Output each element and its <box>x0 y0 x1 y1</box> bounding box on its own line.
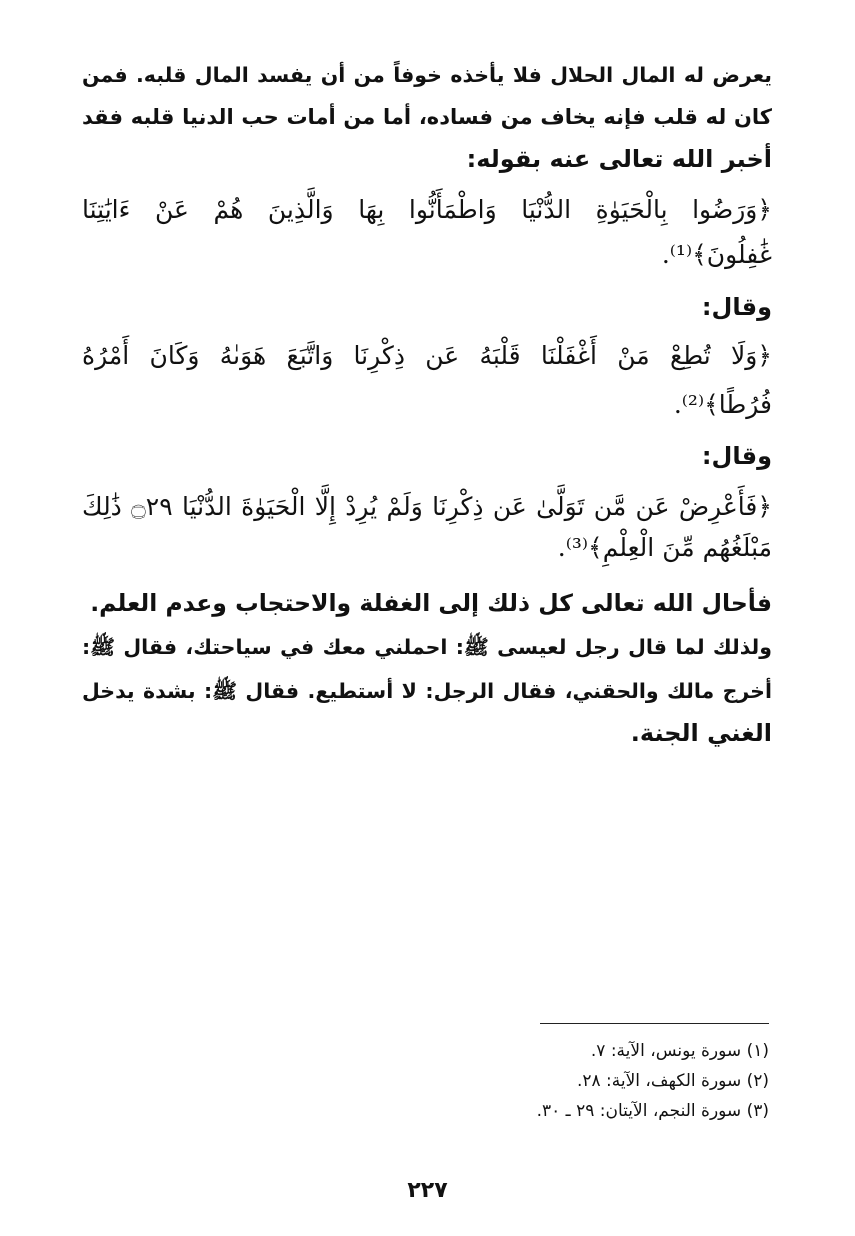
paragraph-line: الغني الجنة. <box>630 719 772 747</box>
paragraph-line: يعرض له المال الحلال فلا يأخذه خوفاً من أن يفسد المال قلبه. فمن <box>82 63 772 87</box>
footnote: (١) سورة يونس، الآية: ٧. <box>590 1041 769 1061</box>
quran-verse-line: ﴿وَلَا تُطِعْ مَنْ أَغْفَلْنَا قَلْبَهُ عَن ذِكْرِنَا وَاتَّبَعَ هَوَىٰهُ وَكَانَ أَمْرُهُ <box>82 341 772 370</box>
quran-verse-line: غَٰفِلُونَ﴾⁽¹⁾. <box>661 240 772 269</box>
paragraph-line: فأحال الله تعالى كل ذلك إلى الغفلة والاحتجاب وعدم العلم. <box>90 589 772 617</box>
said-label: وقال: <box>701 442 772 470</box>
quran-verse-line: مَبْلَغُهُم مِّنَ الْعِلْمِ﴾⁽³⁾. <box>557 533 772 562</box>
said-label: وقال: <box>701 293 772 321</box>
paragraph-line: ولذلك لما قال رجل لعيسى ﷺ: احملني معك في سياحتك، فقال ﷺ: <box>82 635 772 659</box>
quran-verse-line: ﴿وَرَضُوا بِالْحَيَوٰةِ الدُّنْيَا وَاطْمَأَنُّوا بِهَا وَالَّذِينَ هُمْ عَنْ ءَايَٰتِنَا <box>82 195 772 224</box>
footnote: (٢) سورة الكهف، الآية: ٢٨. <box>576 1071 769 1091</box>
quran-verse-line: فُرُطًا﴾⁽²⁾. <box>673 390 772 419</box>
paragraph-line: كان له قلب فإنه يخاف من فساده، أما من أمات حب الدنيا قلبه فقد <box>82 105 772 129</box>
page-number: ٢٢٧ <box>407 1178 448 1203</box>
quran-verse-line: ﴿فَأَعْرِضْ عَن مَّن تَوَلَّىٰ عَن ذِكْرِنَا وَلَمْ يُرِدْ إِلَّا الْحَيَوٰةَ الدُّنْيَا ۝٢٩ ذَٰلِكَ <box>82 492 772 521</box>
paragraph-line: أخبر الله تعالى عنه بقوله: <box>466 145 772 173</box>
footnote-divider <box>540 1023 769 1024</box>
footnote: (٣) سورة النجم، الآيتان: ٢٩ ـ ٣٠. <box>536 1101 769 1121</box>
paragraph-line: أخرج مالك والحقني، فقال الرجل: لا أستطيع. فقال ﷺ: بشدة يدخل <box>82 679 772 703</box>
